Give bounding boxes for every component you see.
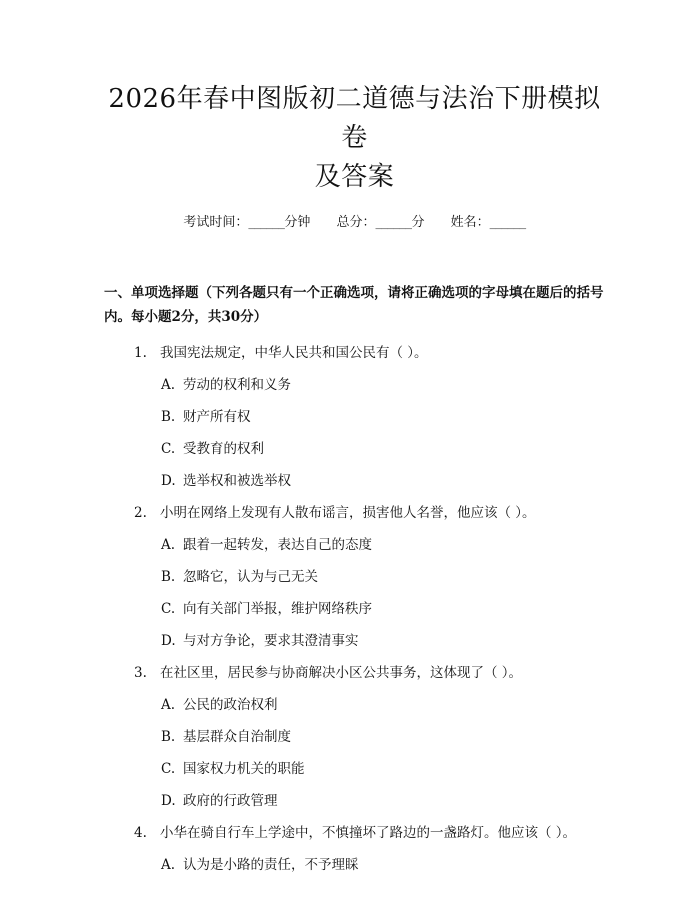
total-score-unit: 分: [411, 215, 425, 230]
question-1: [104, 337, 605, 497]
option-a: [104, 529, 605, 561]
student-name-label: 姓名：: [450, 215, 490, 230]
document-title: [104, 0, 605, 197]
question-text: 小华在骑自行车上学途中，不慎撞坏了路边的一盏路灯。他应该（ ）。: [160, 825, 577, 841]
option-text: 公民的政治权利: [183, 697, 278, 713]
option-text: 国家权力机关的职能: [183, 761, 305, 777]
question-text: 在社区里，居民参与协商解决小区公共事务，这体现了（ ）。: [160, 665, 523, 681]
option-text: 劳动的权利和义务: [183, 377, 291, 393]
section-heading: 一、单项选择题（下列各题只有一个正确选项，请将正确选项的字母填在题后的括号内。每小题2分，共30分）: [104, 285, 604, 325]
option-b: [104, 401, 605, 433]
exam-time-unit: 分钟: [284, 215, 311, 230]
question-number: 2.: [134, 505, 147, 521]
exam-time-blank: ______: [248, 215, 285, 230]
title-line-1: 2026年春中图版初二道德与法治下册模拟卷: [108, 84, 601, 153]
option-text: 跟着一起转发，表达自己的态度: [183, 537, 372, 553]
option-key: D.: [161, 633, 176, 649]
option-key: A.: [161, 377, 176, 393]
option-d: [104, 465, 605, 497]
option-a: [104, 849, 605, 881]
exam-info-row: [104, 213, 605, 233]
title-line-2: 及答案: [314, 162, 395, 192]
option-text: 财产所有权: [183, 409, 251, 425]
exam-time-label: 考试时间：: [183, 215, 249, 230]
total-score-label: 总分：: [336, 215, 376, 230]
option-key: B.: [161, 569, 176, 585]
option-d: [104, 625, 605, 657]
question-text: 我国宪法规定，中华人民共和国公民有（ ）。: [160, 345, 428, 361]
exam-time-field: [183, 213, 310, 233]
option-key: D.: [161, 793, 176, 809]
student-name-blank: ______: [489, 215, 526, 230]
question-number: 4.: [134, 825, 147, 841]
option-key: D.: [161, 473, 176, 489]
option-text: 与对方争论，要求其澄清事实: [183, 633, 359, 649]
option-key: C.: [161, 441, 176, 457]
question-stem: [104, 657, 605, 689]
option-key: A.: [161, 537, 176, 553]
option-text: 认为是小路的责任，不予理睬: [183, 857, 359, 873]
option-text: 向有关部门举报，维护网络秩序: [183, 601, 372, 617]
option-text: 基层群众自治制度: [183, 729, 291, 745]
option-key: C.: [161, 601, 176, 617]
question-4: [104, 817, 605, 881]
question-number: 3.: [134, 665, 147, 681]
option-a: [104, 369, 605, 401]
option-text: 受教育的权利: [183, 441, 264, 457]
option-a: [104, 689, 605, 721]
option-key: B.: [161, 409, 176, 425]
option-c: [104, 593, 605, 625]
option-b: [104, 721, 605, 753]
question-stem: [104, 497, 605, 529]
total-score-blank: ______: [375, 215, 412, 230]
option-text: 政府的行政管理: [183, 793, 278, 809]
question-number: 1.: [134, 345, 147, 361]
option-text: 忽略它，认为与己无关: [183, 569, 318, 585]
question-text: 小明在网络上发现有人散布谣言，损害他人名誉，他应该（ ）。: [160, 505, 536, 521]
option-key: C.: [161, 761, 176, 777]
option-d: [104, 785, 605, 817]
option-key: A.: [161, 697, 176, 713]
question-stem: [104, 337, 605, 369]
question-2: [104, 497, 605, 657]
option-text: 选举权和被选举权: [183, 473, 291, 489]
student-name-field: [451, 213, 526, 233]
total-score-field: [336, 213, 424, 233]
option-key: B.: [161, 729, 176, 745]
option-c: [104, 433, 605, 465]
option-b: [104, 561, 605, 593]
option-c: [104, 753, 605, 785]
option-key: A.: [161, 857, 176, 873]
question-3: [104, 657, 605, 817]
question-list: [104, 337, 605, 881]
question-stem: [104, 817, 605, 849]
